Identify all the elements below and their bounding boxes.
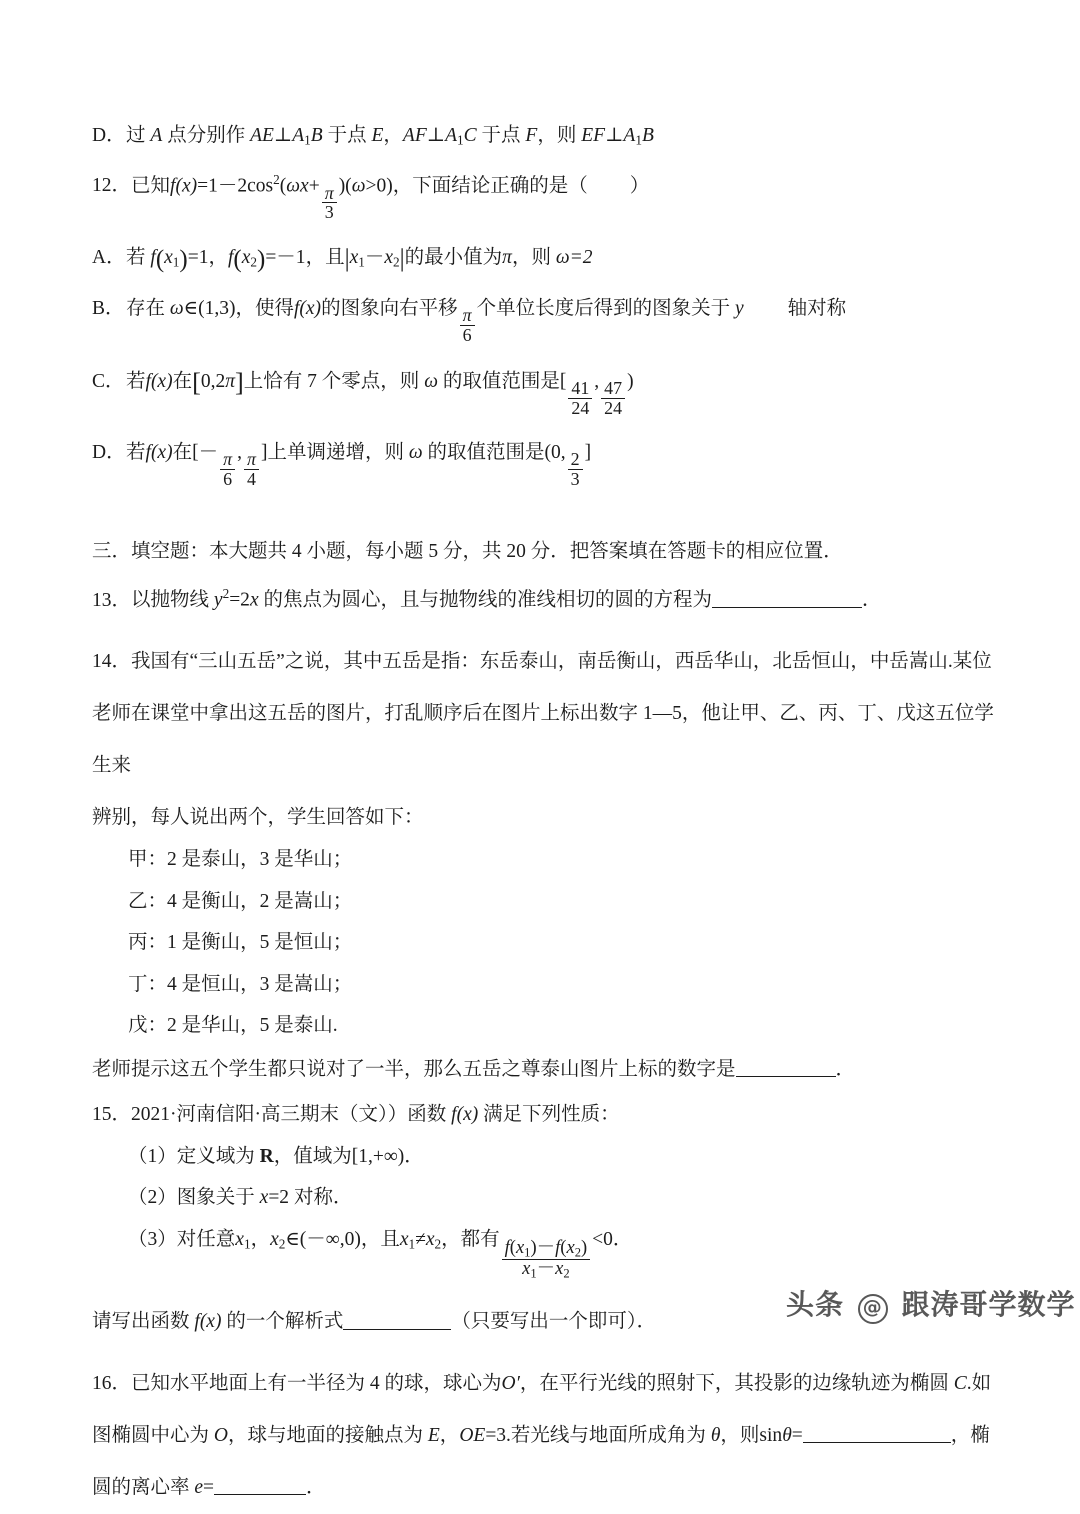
fraction-pi-over-3: $\frac{\pi}{3}$	[322, 184, 337, 222]
question-14-number: 14．	[92, 651, 132, 673]
q12-option-b	[92, 299, 1008, 344]
difference-quotient-fraction: $\frac{f(x1)-f(x2)}{x1-x2}$	[502, 1239, 591, 1281]
question-12-stem	[92, 173, 1008, 221]
watermark	[786, 1283, 1076, 1324]
question-12-number: 12．	[92, 175, 132, 197]
question-16-line-1: 16．已知水平地面上有一半径为 4 的球，球心为O′，在平行光线的照射下，其投影的边缘轨迹为椭圆 C.如	[92, 1358, 1008, 1410]
option-label-b: B．	[92, 297, 125, 319]
student-statement-jia	[128, 850, 1008, 870]
question-14-conclusion	[92, 1058, 1008, 1080]
q12-option-d-text: 若f(x)在[－ $\frac{\pi}{6}$ , $\frac{\pi}{4}$ ]上单调递增，则 ω 的取值范围是(0, $\frac{2}{3}$ ]	[126, 441, 592, 489]
answer-blank-16-sin[interactable]	[803, 1424, 951, 1444]
question-13-text: 以抛物线 $y^2=2x$ 的焦点为圆心，且与抛物线的准线相切的圆的方程为 ．	[131, 586, 882, 611]
student-statement-ding	[128, 975, 1008, 995]
question-13	[92, 587, 1008, 610]
question-14-line-3: 辨别，每人说出两个，学生回答如下：	[92, 807, 424, 829]
student-yi-text: 乙：4 是衡山，2 是嵩山；	[128, 890, 353, 912]
question-16	[92, 1358, 1008, 1514]
q12-option-b-text: 存在 ω∈(1,3)，使得f(x)的图象向右平移 $\frac{\pi}{6}$ 个单位长度后得到的图象关于 y 轴对称	[126, 297, 847, 345]
property-2-text: （2）图象关于 x=2 对称．	[128, 1187, 353, 1209]
fraction-2-over-3: $\frac{2}{3}$	[568, 450, 583, 488]
question-16-line-3: 圆的离心率 e= ．	[92, 1477, 326, 1499]
q12-option-c-text: 若f(x)在[0,2π]上恰有 7 个零点，则 ω 的取值范围是[ $\frac{41}{24}$ , $\frac{47}{24}$ )	[126, 367, 634, 418]
section-three-header	[92, 542, 1008, 562]
question-15-property-2	[128, 1188, 1008, 1208]
fraction-pi-over-6: $\frac{\pi}{6}$	[460, 306, 475, 344]
question-12-text: 已知$f(x)=1-2\cos^2(\omega x+$ $\frac{\pi}{3}$ )(ω>0)，下面结论正确的是（ ）	[131, 171, 650, 223]
question-14-conclusion-text: 老师提示这五个学生都只说对了一半，那么五岳之尊泰山图片上标的数字是 ．	[92, 1058, 856, 1080]
q12-option-c	[92, 367, 1008, 418]
student-ding-text: 丁：4 是恒山，3 是嵩山；	[128, 973, 353, 995]
question-14-line-1: 14．我国有“三山五岳”之说，其中五岳是指：东岳泰山，南岳衡山，西岳华山，北岳恒山，中岳嵩山.某位	[92, 636, 1008, 688]
answer-blank-13[interactable]	[712, 588, 862, 608]
q12-option-a-text: 若 f(x1)=1，f(x2)=－1，且|x1－x2|的最小值为π，则 ω=2	[126, 245, 593, 273]
question-15	[92, 1105, 1008, 1125]
watermark-at-icon: @	[858, 1294, 888, 1324]
q11-option-d	[92, 126, 1008, 147]
fraction-pi-over-4: $\frac{\pi}{4}$	[244, 450, 259, 488]
answer-blank-15[interactable]	[343, 1310, 451, 1330]
question-16-line-2: 图椭圆中心为 O，球与地面的接触点为 E，OE=3.若光线与地面所成角为 θ，则sinθ= ，椭	[92, 1425, 990, 1447]
student-wu-text: 戊：2 是华山，5 是泰山.	[128, 1015, 338, 1037]
watermark-handle: 跟涛哥学数学	[901, 1288, 1076, 1321]
question-14-line-2: 老师在课堂中拿出这五岳的图片，打乱顺序后在图片上标出数字 1—5，他让甲、乙、丙、丁、戊这五位学生来	[92, 703, 994, 777]
question-15-property-1	[128, 1147, 1008, 1167]
question-15-number: 15．	[92, 1104, 132, 1126]
fraction-41-over-24: $\frac{41}{24}$	[568, 379, 592, 417]
section-three-text: 填空题：本大题共 4 小题，每小题 5 分，共 20 分．把答案填在答题卡的相应位置．	[131, 540, 843, 562]
student-jia-text: 甲：2 是泰山，3 是华山；	[128, 849, 353, 871]
question-15-ask-text: 请写出函数 f(x) 的一个解析式 （只要写出一个即可）．	[92, 1311, 657, 1333]
question-13-number: 13．	[92, 589, 132, 611]
question-16-number: 16．	[92, 1373, 132, 1395]
fraction-47-over-24: $\frac{47}{24}$	[601, 379, 625, 417]
option-label-a: A．	[92, 247, 126, 269]
answer-blank-16-eccentricity[interactable]	[214, 1476, 306, 1496]
student-statement-yi	[128, 892, 1008, 912]
property-3-text: （3）对任意x1，x2∈(－∞,0)，且x1≠x2，都有 $\frac{f(x1)-f(x2)}{x1-x2}$ <0．	[128, 1228, 633, 1281]
option-label-d: D．	[92, 125, 126, 146]
option-d-text: 过 A 点分别作 AE⊥A1B 于点 E，AF⊥A1C 于点 F，则 EF⊥A1B	[126, 125, 654, 148]
q12-option-d	[92, 443, 1008, 488]
option-label-d-2: D．	[92, 441, 126, 463]
watermark-prefix: 头条	[786, 1288, 845, 1321]
question-14	[92, 636, 1008, 844]
q12-option-a	[92, 247, 1008, 272]
section-three-label: 三．	[92, 540, 132, 562]
answer-blank-14[interactable]	[736, 1058, 836, 1078]
question-15-text: 2021·河南信阳·高三期末（文））函数 f(x) 满足下列性质：	[131, 1104, 620, 1126]
student-statement-bing	[128, 933, 1008, 953]
option-label-c: C．	[92, 370, 125, 392]
property-1-text: （1）定义域为 R，值域为[1,+∞)．	[128, 1145, 424, 1167]
fraction-pi-over-6-b: $\frac{\pi}{6}$	[220, 450, 235, 488]
question-15-property-3	[128, 1230, 1008, 1280]
student-bing-text: 丙：1 是衡山，5 是恒山；	[128, 932, 353, 954]
student-statement-wu	[128, 1016, 1008, 1036]
